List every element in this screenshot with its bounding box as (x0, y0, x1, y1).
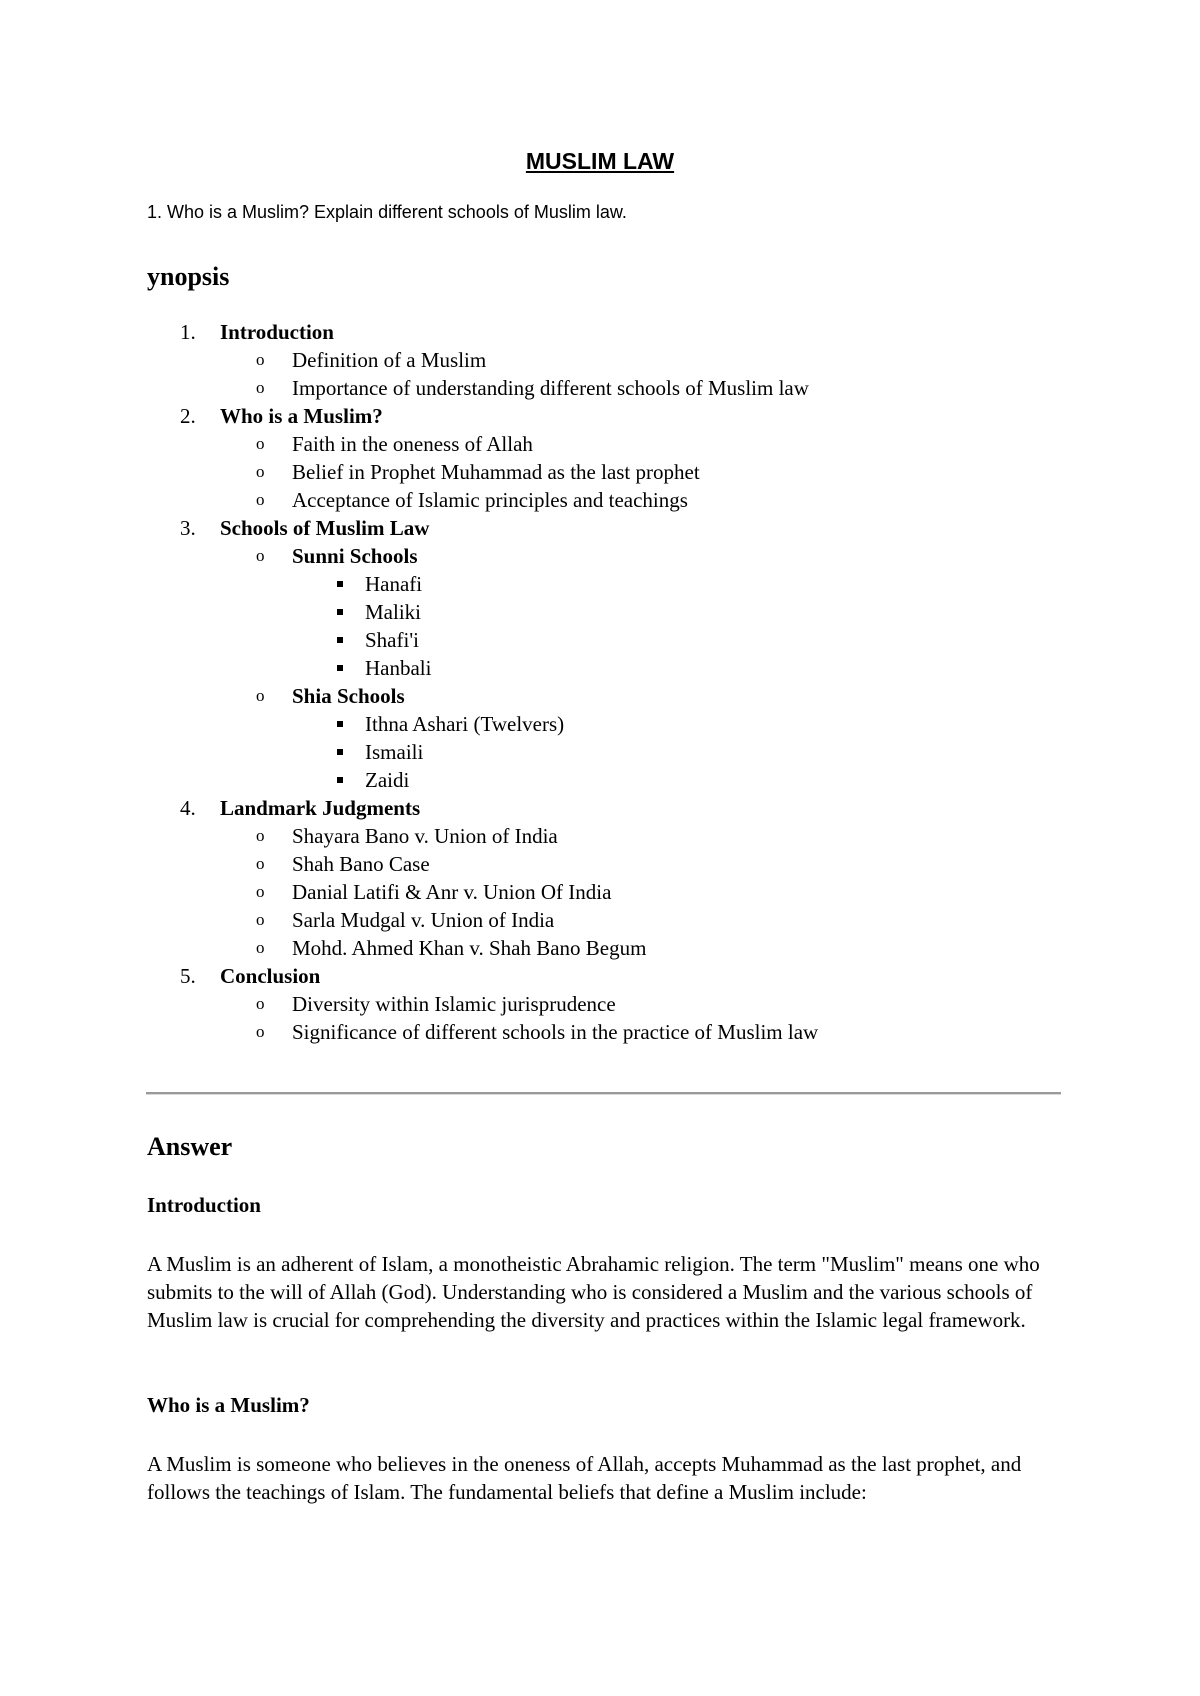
outline-item (0, 346, 1200, 374)
outline-subsubitem-text: Ithna Ashari (Twelvers) (365, 712, 565, 736)
outline-subitem-text: Sarla Mudgal v. Union of India (292, 908, 555, 932)
outline-item-text: Who is a Muslim? (220, 404, 383, 428)
circle-bullet-icon: o (256, 462, 265, 481)
synopsis-heading: ynopsis (147, 262, 230, 291)
outline-number: 3. (180, 516, 196, 540)
outline-subitem-text: Definition of a Muslim (292, 348, 487, 372)
outline-number: 2. (180, 404, 196, 428)
outline-item-text: Schools of Muslim Law (220, 516, 430, 540)
outline-subitem-text: Importance of understanding different schools of Muslim law (292, 376, 809, 400)
outline-item (0, 430, 1200, 458)
circle-bullet-icon: o (256, 490, 265, 509)
outline-item (0, 934, 1200, 962)
outline-item (0, 962, 1200, 990)
outline-number: 4. (180, 796, 196, 820)
outline-item (0, 822, 1200, 850)
outline-item (0, 766, 1200, 794)
outline-subitem-text: Sunni Schools (292, 544, 418, 568)
outline-subsubitem-text: Shafi'i (365, 628, 419, 652)
outline-subsubitem-text: Ismaili (365, 740, 424, 764)
answer-heading: Answer (147, 1132, 233, 1161)
circle-bullet-icon: o (256, 686, 265, 705)
horizontal-divider (146, 1092, 1061, 1095)
outline-subitem-text: Mohd. Ahmed Khan v. Shah Bano Begum (292, 936, 647, 960)
circle-bullet-icon: o (256, 434, 265, 453)
outline-item-text: Landmark Judgments (220, 796, 421, 820)
synopsis-outline (0, 318, 1200, 1046)
circle-bullet-icon: o (256, 938, 265, 957)
outline-subitem-text: Shah Bano Case (292, 852, 430, 876)
outline-subsubitem-text: Maliki (365, 600, 421, 624)
circle-bullet-icon: o (256, 854, 265, 873)
outline-item (0, 878, 1200, 906)
outline-subitem-text: Belief in Prophet Muhammad as the last prophet (292, 460, 700, 484)
circle-bullet-icon: o (256, 910, 265, 929)
outline-number: 5. (180, 964, 196, 988)
square-bullet-icon (337, 609, 343, 615)
outline-item (0, 906, 1200, 934)
outline-item (0, 626, 1200, 654)
square-bullet-icon (337, 665, 343, 671)
outline-subitem-text: Danial Latifi & Anr v. Union Of India (292, 880, 612, 904)
outline-item (0, 374, 1200, 402)
question-text: 1. Who is a Muslim? Explain different schools of Muslim law. (147, 202, 627, 222)
square-bullet-icon (337, 749, 343, 755)
outline-subitem-text: Significance of different schools in the practice of Muslim law (292, 1020, 819, 1044)
circle-bullet-icon: o (256, 378, 265, 397)
circle-bullet-icon: o (256, 1022, 265, 1041)
introduction-heading: Introduction (147, 1193, 261, 1217)
circle-bullet-icon: o (256, 350, 265, 369)
outline-item (0, 514, 1200, 542)
outline-item (0, 794, 1200, 822)
outline-subsubitem-text: Hanbali (365, 656, 432, 680)
circle-bullet-icon: o (256, 826, 265, 845)
circle-bullet-icon: o (256, 994, 265, 1013)
square-bullet-icon (337, 581, 343, 587)
outline-item-text: Conclusion (220, 964, 321, 988)
outline-item-text: Introduction (220, 320, 334, 344)
outline-item (0, 850, 1200, 878)
outline-subitem-text: Shayara Bano v. Union of India (292, 824, 558, 848)
square-bullet-icon (337, 777, 343, 783)
square-bullet-icon (337, 637, 343, 643)
outline-item (0, 542, 1200, 570)
outline-item (0, 598, 1200, 626)
outline-subsubitem-text: Zaidi (365, 768, 410, 792)
circle-bullet-icon: o (256, 882, 265, 901)
outline-item (0, 682, 1200, 710)
who-is-muslim-paragraph: A Muslim is someone who believes in the oneness of Allah, accepts Muhammad as the last prophet, and follows the teachings of Islam. The fundamental beliefs that define a Muslim include: (147, 1452, 1022, 1504)
outline-subitem-text: Faith in the oneness of Allah (292, 432, 533, 456)
outline-subitem-text: Acceptance of Islamic principles and teachings (292, 488, 688, 512)
outline-subsubitem-text: Hanafi (365, 572, 423, 596)
introduction-paragraph: A Muslim is an adherent of Islam, a monotheistic Abrahamic religion. The term "Muslim" means one who submits to the will of Allah (God). Understanding who is considered a Muslim and the various schools of Muslim law is crucial for comprehending the diversity and practices within the Islamic legal framework. (147, 1252, 1040, 1332)
outline-item (0, 738, 1200, 766)
square-bullet-icon (337, 721, 343, 727)
outline-number: 1. (180, 320, 196, 344)
who-is-muslim-heading: Who is a Muslim? (147, 1393, 310, 1417)
outline-item (0, 654, 1200, 682)
document-title: MUSLIM LAW (525, 148, 675, 174)
outline-item (0, 486, 1200, 514)
outline-item (0, 990, 1200, 1018)
outline-item (0, 570, 1200, 598)
outline-subitem-text: Diversity within Islamic jurisprudence (292, 992, 616, 1016)
outline-subitem-text: Shia Schools (292, 684, 405, 708)
outline-item (0, 710, 1200, 738)
outline-item (0, 1018, 1200, 1046)
outline-item (0, 402, 1200, 430)
outline-item (0, 318, 1200, 346)
outline-item (0, 458, 1200, 486)
circle-bullet-icon: o (256, 546, 265, 565)
